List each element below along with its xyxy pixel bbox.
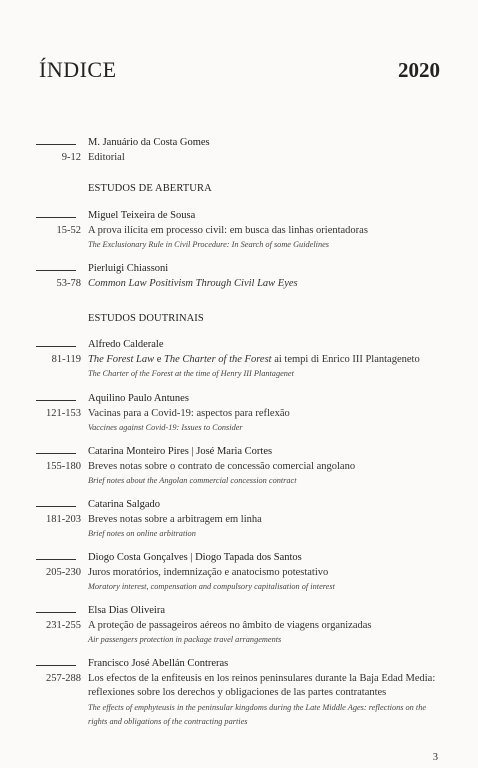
entry-pages: 155-180 [46,461,81,472]
page-title: ÍNDICE [39,57,117,82]
entry-author: Francisco José Abellán Contreras [88,658,229,669]
separator-rule [36,612,76,613]
entry-subtitle: Air passengers protection in package travel arrangements [88,635,282,644]
entry-subtitle: The Charter of the Forest at the time of Henry III Plantagenet [88,369,294,378]
entry-title: A prova ilícita em processo civil: em busca das linhas orientadoras [88,225,368,236]
separator-rule [36,400,76,401]
section-heading-abertura: ESTUDOS DE ABERTURA [88,183,212,194]
entry-subtitle: Vaccines against Covid-19: Issues to Consider [88,423,243,432]
separator-rule [36,506,76,507]
entry-title: Breves notas sobre a arbitragem em linha [88,514,262,525]
entry-author: Pierluigi Chiassoni [88,263,169,274]
entry-author: Miguel Teixeira de Sousa [88,210,196,221]
entry-subtitle-line-1: The effects of emphyteusis in the peninsular kingdoms during the Late Middle Ages: reflections on the [88,703,427,712]
entry-author: Catarina Salgado [88,499,161,510]
entry-subtitle-line-2: rights and obligations of the contracting parties [88,717,248,726]
entry-title: Editorial [88,152,125,163]
entry-pages: 81-119 [51,354,81,365]
entry-author: M. Januário da Costa Gomes [88,137,210,148]
separator-rule [36,270,76,271]
section-heading-doutrinais: ESTUDOS DOUTRINAIS [88,313,204,324]
separator-rule [36,144,76,145]
entry-subtitle: Brief notes on online arbitration [88,529,196,538]
entry-title-part: e [154,354,165,365]
entry-pages: 53-78 [56,278,81,289]
entry-author: Diogo Costa Gonçalves | Diogo Tapada dos Santos [88,552,302,563]
entry-pages: 231-255 [46,620,81,631]
entry-title-part: ai tempi di Enrico III Plantageneto [271,354,420,365]
entry-title: Breves notas sobre o contrato de concessão comercial angolano [88,461,356,472]
entry-author: Aquilino Paulo Antunes [88,393,189,404]
entry-subtitle: Brief notes about the Angolan commercial concession contract [88,476,297,485]
entry-title: A proteção de passageiros aéreos no âmbito de viagens organizadas [88,620,372,631]
entry-pages: 121-153 [46,408,81,419]
entry-title: Juros moratórios, indemnização e anatocismo potestativo [88,567,329,578]
entry-author: Elsa Dias Oliveira [88,605,165,616]
entry-title-part: The Charter of the Forest [164,354,272,365]
entry-title: Common Law Positivism Through Civil Law Eyes [88,278,298,289]
entry-pages: 181-203 [46,514,81,525]
entry-title [88,354,420,365]
separator-rule [36,453,76,454]
page-number: 3 [432,752,438,763]
entry-subtitle: The Exclusionary Rule in Civil Procedure: In Search of some Guidelines [88,240,330,249]
entry-subtitle: Moratory interest, compensation and compulsory capitalisation of interest [88,582,335,591]
separator-rule [36,559,76,560]
entry-pages: 15-52 [56,225,81,236]
entry-title-line-1: Los efectos de la enfiteusis en los reinos peninsulares durante la Baja Edad Media: [88,673,436,684]
entry-title: Vacinas para a Covid-19: aspectos para reflexão [88,408,290,419]
entry-title-line-2: reflexiones sobre los derechos y obligaciones de las partes contratantes [88,687,387,698]
separator-rule [36,346,76,347]
entry-title-part: The Forest Law [88,354,155,365]
entry-author: Catarina Monteiro Pires | José Maria Cortes [88,446,273,457]
page-year: 2020 [398,58,440,82]
separator-rule [36,217,76,218]
separator-rule [36,665,76,666]
entry-author: Alfredo Calderale [88,339,164,350]
entry-pages: 9-12 [61,152,81,163]
entry-pages: 257-288 [46,673,81,684]
entry-pages: 205-230 [46,567,81,578]
